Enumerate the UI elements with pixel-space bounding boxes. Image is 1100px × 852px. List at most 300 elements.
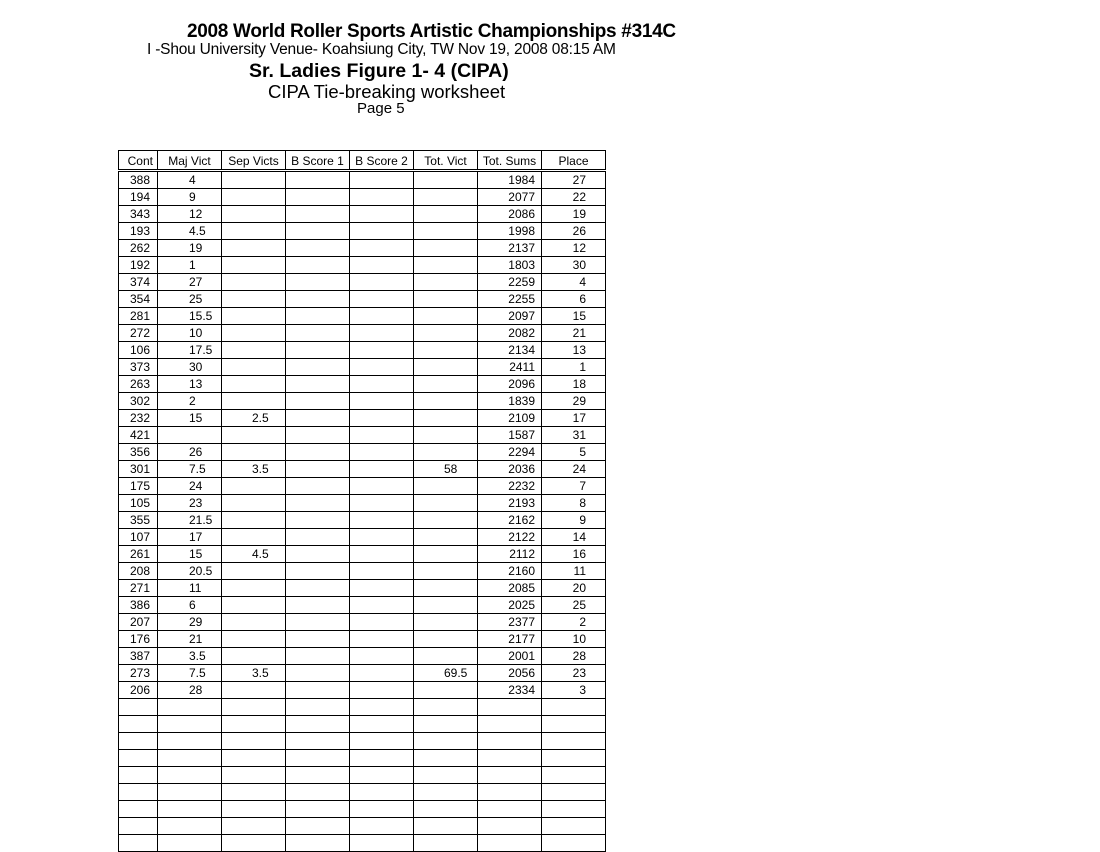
cell-b-score-2 <box>350 240 414 257</box>
cell-b-score-2 <box>350 495 414 512</box>
cell-maj-vict: 6 <box>158 597 222 614</box>
cell-place: 7 <box>542 478 606 495</box>
blank-cell <box>158 835 222 852</box>
blank-cell <box>414 784 478 801</box>
cell-tot-sums: 2137 <box>478 240 542 257</box>
blank-cell <box>158 699 222 716</box>
cell-maj-vict: 15.5 <box>158 308 222 325</box>
table-row <box>119 359 606 376</box>
cell-place: 4 <box>542 274 606 291</box>
cell-tot-vict <box>414 682 478 699</box>
col-header-tot-vict: Tot. Vict <box>414 151 478 171</box>
cell-b-score-2 <box>350 291 414 308</box>
blank-cell <box>350 699 414 716</box>
cell-cont: 301 <box>119 461 158 478</box>
cell-place: 2 <box>542 614 606 631</box>
cell-tot-vict <box>414 274 478 291</box>
table-row <box>119 342 606 359</box>
cell-maj-vict: 4.5 <box>158 223 222 240</box>
document-title: 2008 World Roller Sports Artistic Championships #314C <box>187 21 676 42</box>
blank-table-row <box>119 716 606 733</box>
cell-sep-victs: 3.5 <box>222 665 286 682</box>
cell-tot-sums: 2122 <box>478 529 542 546</box>
cell-tot-sums: 2193 <box>478 495 542 512</box>
cell-maj-vict: 17.5 <box>158 342 222 359</box>
cell-tot-vict <box>414 495 478 512</box>
blank-cell <box>222 716 286 733</box>
blank-cell <box>478 801 542 818</box>
blank-cell <box>286 716 350 733</box>
cell-b-score-1 <box>286 444 350 461</box>
col-header-tot-sums: Tot. Sums <box>478 151 542 171</box>
cell-maj-vict: 19 <box>158 240 222 257</box>
cell-b-score-1 <box>286 682 350 699</box>
blank-cell <box>350 818 414 835</box>
cell-cont: 387 <box>119 648 158 665</box>
cell-place: 8 <box>542 495 606 512</box>
blank-cell <box>222 801 286 818</box>
cell-tot-vict <box>414 376 478 393</box>
cell-place: 19 <box>542 206 606 223</box>
cell-cont: 261 <box>119 546 158 563</box>
blank-cell <box>158 716 222 733</box>
cell-maj-vict: 17 <box>158 529 222 546</box>
blank-cell <box>158 767 222 784</box>
cell-b-score-2 <box>350 223 414 240</box>
cell-b-score-2 <box>350 444 414 461</box>
table-body <box>119 171 606 852</box>
cell-tot-sums: 2177 <box>478 631 542 648</box>
cell-cont: 105 <box>119 495 158 512</box>
cell-cont: 207 <box>119 614 158 631</box>
cell-cont: 194 <box>119 189 158 206</box>
cell-sep-victs <box>222 580 286 597</box>
table-row <box>119 410 606 427</box>
blank-cell <box>478 716 542 733</box>
cell-maj-vict: 25 <box>158 291 222 308</box>
blank-cell <box>119 801 158 818</box>
cell-sep-victs <box>222 274 286 291</box>
cell-b-score-2 <box>350 461 414 478</box>
blank-cell <box>286 750 350 767</box>
cell-b-score-1 <box>286 495 350 512</box>
cell-sep-victs <box>222 359 286 376</box>
cell-tot-sums: 2096 <box>478 376 542 393</box>
cell-sep-victs: 2.5 <box>222 410 286 427</box>
cell-cont: 386 <box>119 597 158 614</box>
cell-place: 17 <box>542 410 606 427</box>
table-row <box>119 393 606 410</box>
blank-cell <box>222 750 286 767</box>
cell-b-score-2 <box>350 410 414 427</box>
cell-sep-victs <box>222 291 286 308</box>
cell-b-score-1 <box>286 171 350 189</box>
col-header-sep-victs: Sep Victs <box>222 151 286 171</box>
cell-b-score-2 <box>350 580 414 597</box>
cell-b-score-1 <box>286 376 350 393</box>
blank-cell <box>542 733 606 750</box>
cell-b-score-2 <box>350 189 414 206</box>
cell-b-score-1 <box>286 563 350 580</box>
table-row <box>119 257 606 274</box>
cell-tot-vict <box>414 546 478 563</box>
cell-sep-victs <box>222 393 286 410</box>
cell-cont: 263 <box>119 376 158 393</box>
cell-b-score-1 <box>286 274 350 291</box>
cell-b-score-1 <box>286 291 350 308</box>
cell-sep-victs <box>222 495 286 512</box>
blank-cell <box>222 835 286 852</box>
cell-sep-victs: 3.5 <box>222 461 286 478</box>
cell-maj-vict: 4 <box>158 171 222 189</box>
table-row <box>119 631 606 648</box>
cell-cont: 273 <box>119 665 158 682</box>
cell-sep-victs <box>222 682 286 699</box>
blank-cell <box>542 835 606 852</box>
blank-cell <box>119 750 158 767</box>
blank-cell <box>478 767 542 784</box>
blank-cell <box>478 784 542 801</box>
cell-sep-victs <box>222 563 286 580</box>
cell-place: 10 <box>542 631 606 648</box>
cell-maj-vict <box>158 427 222 444</box>
cell-b-score-1 <box>286 427 350 444</box>
blank-cell <box>286 818 350 835</box>
blank-cell <box>542 699 606 716</box>
cell-tot-vict <box>414 597 478 614</box>
worksheet-subtitle: CIPA Tie-breaking worksheet <box>268 81 506 102</box>
blank-cell <box>542 784 606 801</box>
cell-b-score-2 <box>350 359 414 376</box>
cell-b-score-2 <box>350 478 414 495</box>
cell-b-score-2 <box>350 512 414 529</box>
cell-place: 3 <box>542 682 606 699</box>
tie-breaking-table <box>118 150 606 852</box>
cell-tot-sums: 1803 <box>478 257 542 274</box>
cell-tot-sums: 2109 <box>478 410 542 427</box>
table-row <box>119 171 606 189</box>
cell-b-score-2 <box>350 274 414 291</box>
cell-maj-vict: 13 <box>158 376 222 393</box>
cell-b-score-1 <box>286 546 350 563</box>
cell-sep-victs <box>222 478 286 495</box>
cell-maj-vict: 21.5 <box>158 512 222 529</box>
blank-cell <box>414 767 478 784</box>
cell-sep-victs <box>222 597 286 614</box>
cell-b-score-1 <box>286 325 350 342</box>
cell-maj-vict: 28 <box>158 682 222 699</box>
cell-tot-sums: 2162 <box>478 512 542 529</box>
cell-sep-victs <box>222 614 286 631</box>
blank-cell <box>119 767 158 784</box>
blank-cell <box>414 818 478 835</box>
cell-maj-vict: 27 <box>158 274 222 291</box>
cell-cont: 302 <box>119 393 158 410</box>
cell-place: 6 <box>542 291 606 308</box>
cell-cont: 193 <box>119 223 158 240</box>
cell-b-score-1 <box>286 410 350 427</box>
cell-tot-sums: 1984 <box>478 171 542 189</box>
cell-cont: 232 <box>119 410 158 427</box>
cell-place: 26 <box>542 223 606 240</box>
blank-cell <box>158 801 222 818</box>
page-number: Page 5 <box>357 100 405 117</box>
blank-table-row <box>119 750 606 767</box>
cell-tot-sums: 2085 <box>478 580 542 597</box>
blank-cell <box>542 767 606 784</box>
cell-tot-sums: 2082 <box>478 325 542 342</box>
cell-b-score-2 <box>350 597 414 614</box>
cell-b-score-1 <box>286 512 350 529</box>
table-header-row <box>119 151 606 171</box>
cell-b-score-1 <box>286 359 350 376</box>
col-header-b-score-1: B Score 1 <box>286 151 350 171</box>
cell-sep-victs <box>222 529 286 546</box>
cell-cont: 281 <box>119 308 158 325</box>
cell-b-score-1 <box>286 257 350 274</box>
table-row <box>119 512 606 529</box>
blank-cell <box>350 767 414 784</box>
cell-b-score-1 <box>286 478 350 495</box>
cell-place: 1 <box>542 359 606 376</box>
cell-place: 23 <box>542 665 606 682</box>
cell-cont: 356 <box>119 444 158 461</box>
blank-cell <box>119 716 158 733</box>
blank-cell <box>414 716 478 733</box>
blank-cell <box>286 784 350 801</box>
cell-sep-victs <box>222 240 286 257</box>
blank-cell <box>478 699 542 716</box>
blank-cell <box>542 801 606 818</box>
cell-maj-vict: 15 <box>158 410 222 427</box>
cell-b-score-2 <box>350 546 414 563</box>
blank-cell <box>542 716 606 733</box>
blank-cell <box>119 699 158 716</box>
cell-sep-victs <box>222 648 286 665</box>
cell-maj-vict: 21 <box>158 631 222 648</box>
cell-maj-vict: 23 <box>158 495 222 512</box>
cell-maj-vict: 29 <box>158 614 222 631</box>
cell-tot-sums: 2134 <box>478 342 542 359</box>
cell-tot-sums: 2232 <box>478 478 542 495</box>
cell-cont: 272 <box>119 325 158 342</box>
cell-cont: 107 <box>119 529 158 546</box>
blank-cell <box>350 835 414 852</box>
blank-cell <box>222 733 286 750</box>
table-row <box>119 597 606 614</box>
blank-cell <box>414 699 478 716</box>
cell-tot-sums: 2001 <box>478 648 542 665</box>
cell-b-score-2 <box>350 665 414 682</box>
cell-place: 9 <box>542 512 606 529</box>
table-row <box>119 461 606 478</box>
cell-tot-vict <box>414 614 478 631</box>
cell-b-score-2 <box>350 376 414 393</box>
blank-cell <box>119 835 158 852</box>
col-header-maj-vict: Maj Vict <box>158 151 222 171</box>
cell-tot-vict <box>414 342 478 359</box>
cell-sep-victs <box>222 189 286 206</box>
cell-cont: 106 <box>119 342 158 359</box>
table-row <box>119 427 606 444</box>
cell-maj-vict: 1 <box>158 257 222 274</box>
blank-table-row <box>119 835 606 852</box>
cell-tot-sums: 2097 <box>478 308 542 325</box>
table-row <box>119 580 606 597</box>
cell-place: 22 <box>542 189 606 206</box>
cell-maj-vict: 10 <box>158 325 222 342</box>
blank-cell <box>286 699 350 716</box>
cell-b-score-2 <box>350 682 414 699</box>
table-row <box>119 529 606 546</box>
blank-cell <box>478 835 542 852</box>
cell-tot-vict: 69.5 <box>414 665 478 682</box>
cell-place: 24 <box>542 461 606 478</box>
cell-place: 16 <box>542 546 606 563</box>
table-row <box>119 563 606 580</box>
cell-place: 21 <box>542 325 606 342</box>
cell-cont: 271 <box>119 580 158 597</box>
cell-tot-vict <box>414 308 478 325</box>
table-row <box>119 240 606 257</box>
blank-cell <box>350 733 414 750</box>
cell-place: 12 <box>542 240 606 257</box>
cell-sep-victs <box>222 631 286 648</box>
event-name: Sr. Ladies Figure 1- 4 (CIPA) <box>249 60 509 82</box>
cell-sep-victs: 4.5 <box>222 546 286 563</box>
cell-tot-sums: 2056 <box>478 665 542 682</box>
blank-cell <box>158 750 222 767</box>
blank-cell <box>350 716 414 733</box>
cell-b-score-1 <box>286 206 350 223</box>
cell-tot-vict <box>414 223 478 240</box>
table-row <box>119 325 606 342</box>
cell-maj-vict: 15 <box>158 546 222 563</box>
cell-b-score-1 <box>286 308 350 325</box>
cell-sep-victs <box>222 376 286 393</box>
blank-cell <box>222 784 286 801</box>
cell-b-score-2 <box>350 427 414 444</box>
cell-tot-vict <box>414 648 478 665</box>
cell-cont: 262 <box>119 240 158 257</box>
blank-cell <box>414 750 478 767</box>
cell-b-score-1 <box>286 223 350 240</box>
cell-tot-vict <box>414 410 478 427</box>
blank-cell <box>158 733 222 750</box>
cell-place: 31 <box>542 427 606 444</box>
cell-tot-vict <box>414 393 478 410</box>
cell-sep-victs <box>222 325 286 342</box>
cell-tot-sums: 2077 <box>478 189 542 206</box>
cell-sep-victs <box>222 257 286 274</box>
blank-cell <box>414 733 478 750</box>
cell-tot-vict <box>414 529 478 546</box>
cell-tot-vict <box>414 359 478 376</box>
cell-tot-sums: 1587 <box>478 427 542 444</box>
cell-place: 30 <box>542 257 606 274</box>
venue-date-line: I -Shou University Venue- Koahsiung City, TW Nov 19, 2008 08:15 AM <box>147 41 616 58</box>
cell-maj-vict: 20.5 <box>158 563 222 580</box>
blank-cell <box>286 801 350 818</box>
blank-table-row <box>119 801 606 818</box>
cell-cont: 355 <box>119 512 158 529</box>
cell-tot-sums: 2086 <box>478 206 542 223</box>
table-row <box>119 495 606 512</box>
cell-maj-vict: 2 <box>158 393 222 410</box>
cell-b-score-1 <box>286 240 350 257</box>
cell-place: 15 <box>542 308 606 325</box>
cell-sep-victs <box>222 444 286 461</box>
cell-place: 18 <box>542 376 606 393</box>
cell-maj-vict: 12 <box>158 206 222 223</box>
table-row <box>119 189 606 206</box>
cell-cont: 373 <box>119 359 158 376</box>
cell-tot-vict <box>414 240 478 257</box>
blank-cell <box>350 801 414 818</box>
cell-tot-vict <box>414 444 478 461</box>
blank-cell <box>119 818 158 835</box>
cell-sep-victs <box>222 512 286 529</box>
blank-cell <box>222 818 286 835</box>
cell-b-score-2 <box>350 171 414 189</box>
cell-cont: 421 <box>119 427 158 444</box>
cell-b-score-1 <box>286 648 350 665</box>
table-row <box>119 614 606 631</box>
cell-b-score-1 <box>286 614 350 631</box>
table-row <box>119 291 606 308</box>
blank-cell <box>158 818 222 835</box>
cell-cont: 192 <box>119 257 158 274</box>
cell-b-score-2 <box>350 529 414 546</box>
blank-cell <box>119 733 158 750</box>
cell-tot-sums: 2377 <box>478 614 542 631</box>
cell-tot-sums: 2259 <box>478 274 542 291</box>
cell-tot-vict <box>414 189 478 206</box>
table-row <box>119 376 606 393</box>
blank-cell <box>286 733 350 750</box>
blank-cell <box>119 784 158 801</box>
cell-maj-vict: 7.5 <box>158 461 222 478</box>
cell-place: 5 <box>542 444 606 461</box>
table-row <box>119 478 606 495</box>
cell-maj-vict: 26 <box>158 444 222 461</box>
cell-sep-victs <box>222 171 286 189</box>
col-header-cont: Cont <box>119 151 158 171</box>
cell-tot-vict <box>414 631 478 648</box>
cell-tot-sums: 2411 <box>478 359 542 376</box>
table-row <box>119 223 606 240</box>
blank-table-row <box>119 733 606 750</box>
blank-table-row <box>119 784 606 801</box>
cell-tot-sums: 2025 <box>478 597 542 614</box>
cell-tot-vict <box>414 206 478 223</box>
cell-b-score-2 <box>350 631 414 648</box>
blank-cell <box>478 750 542 767</box>
col-header-b-score-2: B Score 2 <box>350 151 414 171</box>
cell-tot-vict <box>414 478 478 495</box>
cell-maj-vict: 30 <box>158 359 222 376</box>
cell-b-score-1 <box>286 665 350 682</box>
cell-place: 29 <box>542 393 606 410</box>
cell-tot-vict <box>414 291 478 308</box>
blank-cell <box>350 784 414 801</box>
cell-b-score-2 <box>350 325 414 342</box>
cell-b-score-1 <box>286 189 350 206</box>
table-row <box>119 682 606 699</box>
cell-b-score-1 <box>286 580 350 597</box>
cell-b-score-2 <box>350 308 414 325</box>
cell-tot-sums: 1839 <box>478 393 542 410</box>
